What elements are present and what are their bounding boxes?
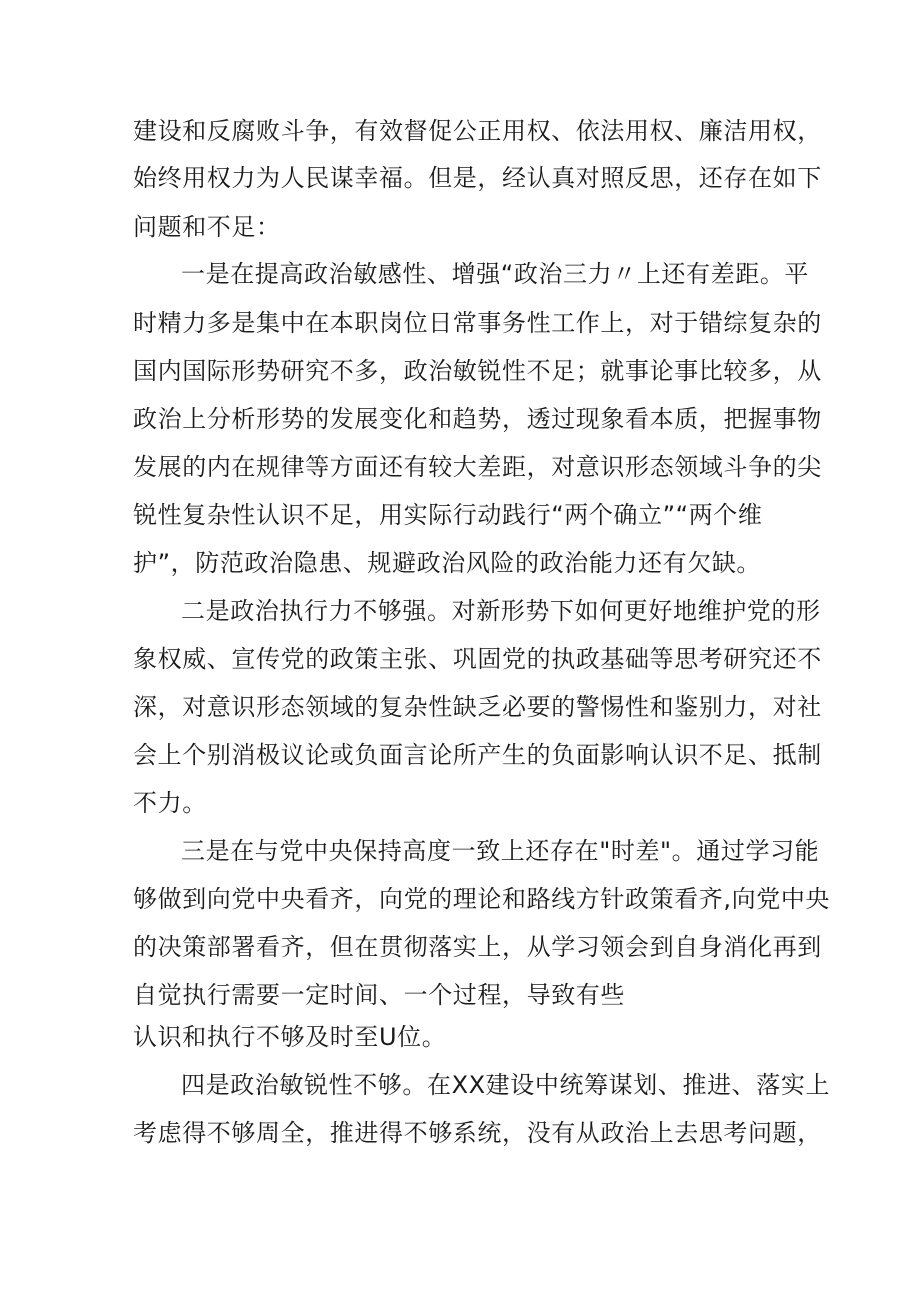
text-line: 时精力多是集中在本职岗位日常事务性工作上，对于错综复杂的 <box>133 309 822 337</box>
text-line: 认识和执行不够及时至U位。 <box>133 1023 447 1051</box>
text-line: 自觉执行需要一定时间、一个过程，导致有些 <box>133 981 625 1009</box>
text-line: 发展的内在规律等方面还有较大差距，对意识形态领域斗争的尖 <box>133 453 822 481</box>
text-line: 护”，防范政治隐患、规避政治风险的政治能力还有欠缺。 <box>133 549 762 577</box>
text-line: 始终用权力为人民谋幸福。但是，经认真对照反思，还存在如下 <box>133 164 822 192</box>
text-line: 的决策部署看齐，但在贯彻落实上，从学习领会到自身消化再到 <box>133 933 822 961</box>
text-line: 锐性复杂性认识不足，用实际行动践行“两个确立”“两个维 <box>133 501 763 529</box>
text-line: 象权威、宣传党的政策主张、巩固党的执政基础等思考研究还不 <box>133 645 822 673</box>
text-line: 建设和反腐败斗争，有效督促公正用权、依法用权、廉洁用权， <box>133 117 822 145</box>
text-line: 问题和不足： <box>133 213 281 241</box>
text-line: 深，对意识形态领域的复杂性缺乏必要的警惕性和鉴别力，对社 <box>133 693 822 721</box>
paragraph-start-line: 四是政治敏锐性不够。在XX建设中统筹谋划、推进、落实上 <box>181 1071 831 1099</box>
text-line: 够做到向党中央看齐，向党的理论和路线方针政策看齐,向党中央 <box>133 885 831 913</box>
text-line: 考虑得不够周全，推进得不够系统，没有从政治上去思考问题， <box>133 1119 822 1147</box>
text-line: 政治上分析形势的发展变化和趋势，透过现象看本质，把握事物 <box>133 405 822 433</box>
text-line: 会上个别消极议论或负面言论所产生的负面影响认识不足、抵制 <box>133 741 822 769</box>
text-line: 国内国际形势研究不多，政治敏锐性不足；就事论事比较多，从 <box>133 357 822 385</box>
paragraph-start-line: 三是在与党中央保持高度一致上还存在"时差"。通过学习能 <box>181 837 820 865</box>
paragraph-start-line: 一是在提高政治敏感性、增强“政治三力〃上还有差距。平 <box>181 260 810 288</box>
paragraph-start-line: 二是政治执行力不够强。对新形势下如何更好地维护党的形 <box>181 597 821 625</box>
text-line: 不力。 <box>133 789 207 817</box>
